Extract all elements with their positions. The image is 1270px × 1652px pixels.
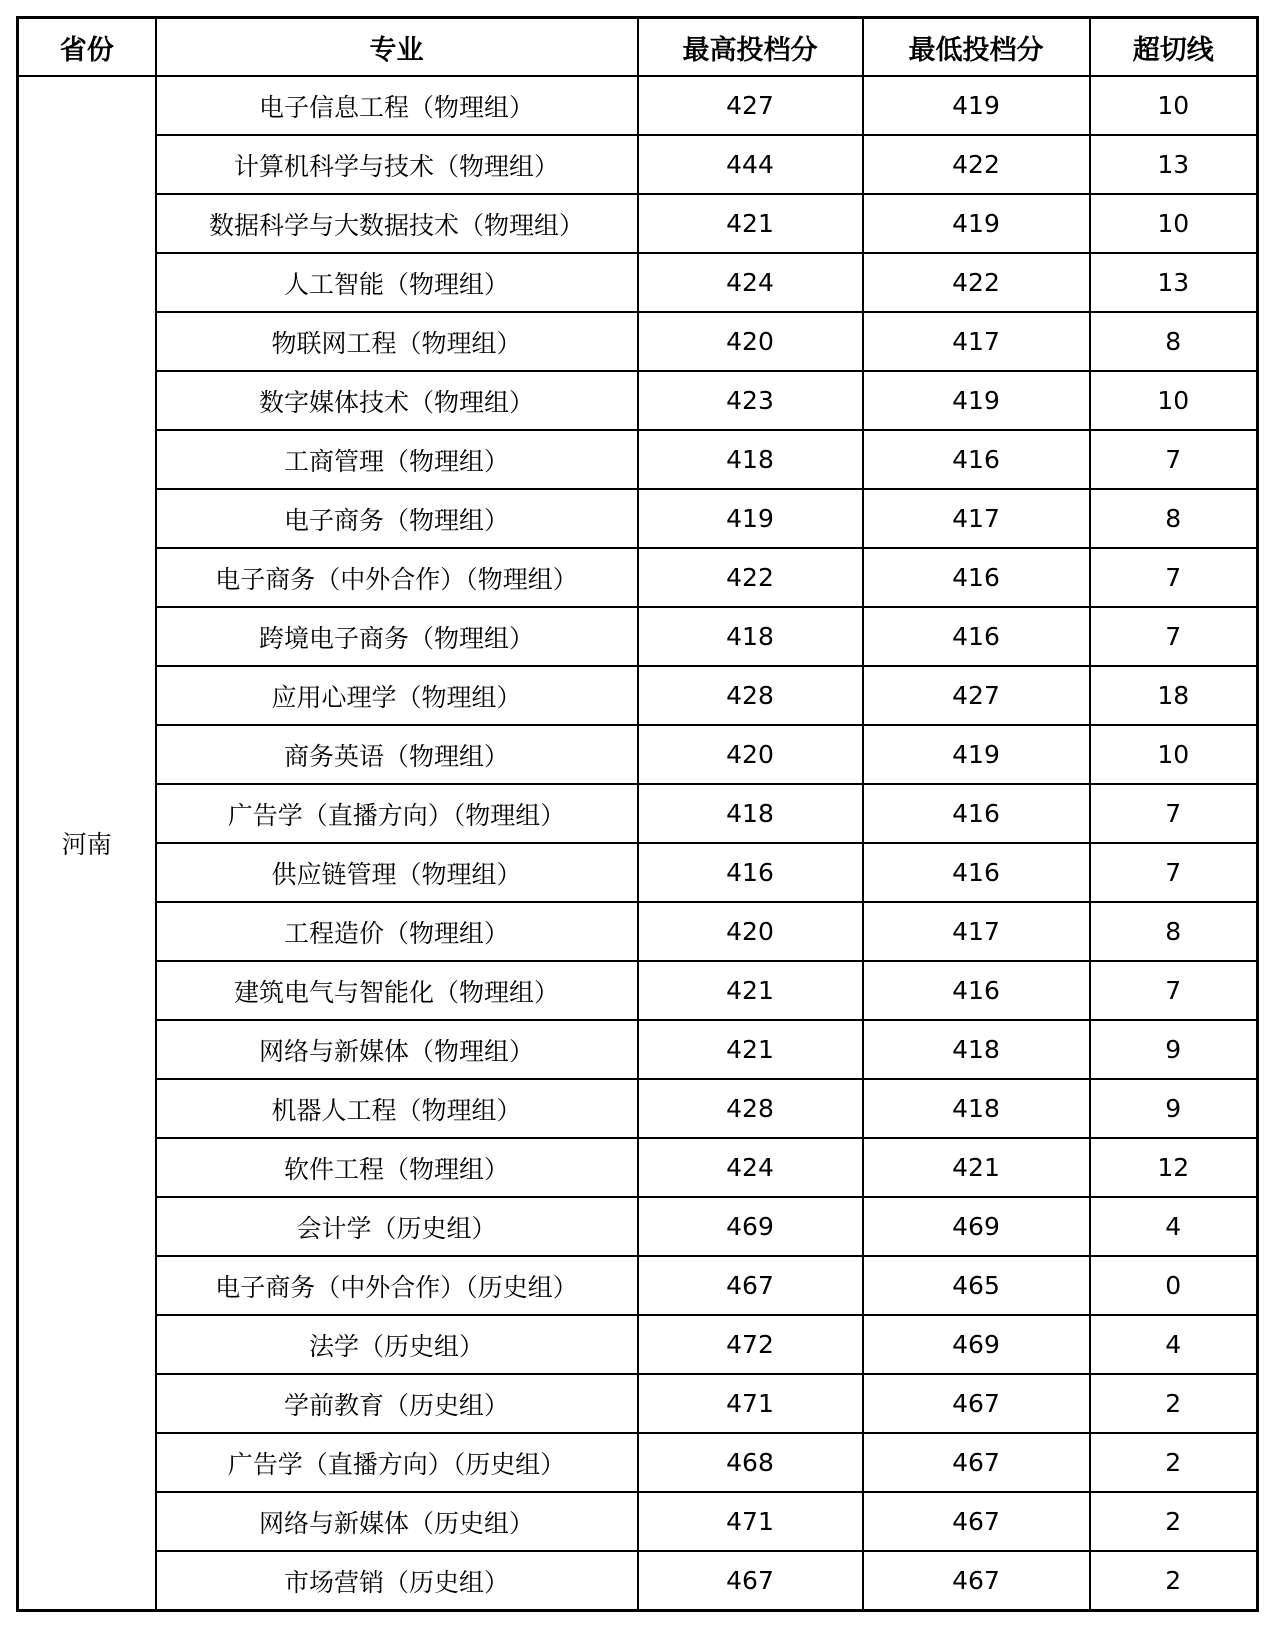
major-cell: 数字媒体技术（物理组） <box>156 371 638 430</box>
max-score-cell: 418 <box>638 430 863 489</box>
min-score-cell: 427 <box>863 666 1090 725</box>
over-line-cell: 7 <box>1090 961 1258 1020</box>
min-score-cell: 422 <box>863 253 1090 312</box>
header-row <box>18 18 1258 77</box>
over-line-cell: 7 <box>1090 548 1258 607</box>
table-row <box>18 371 1258 430</box>
header-province: 省份 <box>18 18 156 77</box>
min-score-cell: 467 <box>863 1492 1090 1551</box>
min-score-cell: 419 <box>863 194 1090 253</box>
over-line-cell: 10 <box>1090 194 1258 253</box>
max-score-cell: 420 <box>638 312 863 371</box>
max-score-cell: 468 <box>638 1433 863 1492</box>
major-cell: 电子信息工程（物理组） <box>156 76 638 135</box>
major-cell: 市场营销（历史组） <box>156 1551 638 1611</box>
major-cell: 物联网工程（物理组） <box>156 312 638 371</box>
major-cell: 法学（历史组） <box>156 1315 638 1374</box>
over-line-cell: 10 <box>1090 725 1258 784</box>
max-score-cell: 423 <box>638 371 863 430</box>
table-row <box>18 961 1258 1020</box>
max-score-cell: 467 <box>638 1551 863 1611</box>
max-score-cell: 469 <box>638 1197 863 1256</box>
table-row <box>18 430 1258 489</box>
min-score-cell: 416 <box>863 843 1090 902</box>
over-line-cell: 8 <box>1090 902 1258 961</box>
max-score-cell: 420 <box>638 902 863 961</box>
max-score-cell: 418 <box>638 784 863 843</box>
over-line-cell: 4 <box>1090 1197 1258 1256</box>
min-score-cell: 417 <box>863 902 1090 961</box>
max-score-cell: 424 <box>638 253 863 312</box>
table-row <box>18 666 1258 725</box>
over-line-cell: 7 <box>1090 784 1258 843</box>
over-line-cell: 0 <box>1090 1256 1258 1315</box>
min-score-cell: 419 <box>863 76 1090 135</box>
table-row <box>18 1256 1258 1315</box>
over-line-cell: 7 <box>1090 607 1258 666</box>
major-cell: 数据科学与大数据技术（物理组） <box>156 194 638 253</box>
table-row <box>18 1020 1258 1079</box>
major-cell: 会计学（历史组） <box>156 1197 638 1256</box>
max-score-cell: 419 <box>638 489 863 548</box>
table-row <box>18 725 1258 784</box>
major-cell: 广告学（直播方向）（历史组） <box>156 1433 638 1492</box>
max-score-cell: 444 <box>638 135 863 194</box>
table-row <box>18 1433 1258 1492</box>
major-cell: 工程造价（物理组） <box>156 902 638 961</box>
over-line-cell: 10 <box>1090 76 1258 135</box>
major-cell: 工商管理（物理组） <box>156 430 638 489</box>
major-cell: 广告学（直播方向）（物理组） <box>156 784 638 843</box>
major-cell: 商务英语（物理组） <box>156 725 638 784</box>
min-score-cell: 465 <box>863 1256 1090 1315</box>
over-line-cell: 9 <box>1090 1020 1258 1079</box>
table-row <box>18 135 1258 194</box>
min-score-cell: 418 <box>863 1020 1090 1079</box>
over-line-cell: 2 <box>1090 1551 1258 1611</box>
max-score-cell: 471 <box>638 1492 863 1551</box>
table-row <box>18 1374 1258 1433</box>
max-score-cell: 424 <box>638 1138 863 1197</box>
major-cell: 跨境电子商务（物理组） <box>156 607 638 666</box>
table-row <box>18 1315 1258 1374</box>
min-score-cell: 467 <box>863 1433 1090 1492</box>
major-cell: 机器人工程（物理组） <box>156 1079 638 1138</box>
max-score-cell: 428 <box>638 1079 863 1138</box>
major-cell: 电子商务（中外合作）（物理组） <box>156 548 638 607</box>
min-score-cell: 419 <box>863 725 1090 784</box>
table-row <box>18 784 1258 843</box>
over-line-cell: 2 <box>1090 1374 1258 1433</box>
major-cell: 应用心理学（物理组） <box>156 666 638 725</box>
max-score-cell: 421 <box>638 194 863 253</box>
major-cell: 软件工程（物理组） <box>156 1138 638 1197</box>
over-line-cell: 7 <box>1090 843 1258 902</box>
admission-scores-table <box>16 16 1259 1612</box>
major-cell: 学前教育（历史组） <box>156 1374 638 1433</box>
table-row <box>18 76 1258 135</box>
min-score-cell: 422 <box>863 135 1090 194</box>
min-score-cell: 417 <box>863 489 1090 548</box>
max-score-cell: 418 <box>638 607 863 666</box>
min-score-cell: 469 <box>863 1315 1090 1374</box>
over-line-cell: 13 <box>1090 253 1258 312</box>
min-score-cell: 469 <box>863 1197 1090 1256</box>
table-row <box>18 843 1258 902</box>
over-line-cell: 18 <box>1090 666 1258 725</box>
header-major: 专业 <box>156 18 638 77</box>
table-row <box>18 1492 1258 1551</box>
header-min-score: 最低投档分 <box>863 18 1090 77</box>
min-score-cell: 416 <box>863 961 1090 1020</box>
max-score-cell: 422 <box>638 548 863 607</box>
major-cell: 供应链管理（物理组） <box>156 843 638 902</box>
header-max-score: 最高投档分 <box>638 18 863 77</box>
major-cell: 建筑电气与智能化（物理组） <box>156 961 638 1020</box>
min-score-cell: 416 <box>863 430 1090 489</box>
major-cell: 网络与新媒体（物理组） <box>156 1020 638 1079</box>
table-row <box>18 1197 1258 1256</box>
min-score-cell: 419 <box>863 371 1090 430</box>
table-row <box>18 607 1258 666</box>
max-score-cell: 471 <box>638 1374 863 1433</box>
over-line-cell: 9 <box>1090 1079 1258 1138</box>
max-score-cell: 421 <box>638 961 863 1020</box>
min-score-cell: 467 <box>863 1551 1090 1611</box>
max-score-cell: 416 <box>638 843 863 902</box>
over-line-cell: 12 <box>1090 1138 1258 1197</box>
max-score-cell: 472 <box>638 1315 863 1374</box>
min-score-cell: 421 <box>863 1138 1090 1197</box>
table-row <box>18 1551 1258 1611</box>
over-line-cell: 8 <box>1090 489 1258 548</box>
header-over-line: 超切线 <box>1090 18 1258 77</box>
min-score-cell: 467 <box>863 1374 1090 1433</box>
max-score-cell: 427 <box>638 76 863 135</box>
over-line-cell: 2 <box>1090 1492 1258 1551</box>
over-line-cell: 7 <box>1090 430 1258 489</box>
table-row <box>18 489 1258 548</box>
table-row <box>18 1079 1258 1138</box>
major-cell: 计算机科学与技术（物理组） <box>156 135 638 194</box>
min-score-cell: 416 <box>863 548 1090 607</box>
over-line-cell: 4 <box>1090 1315 1258 1374</box>
min-score-cell: 418 <box>863 1079 1090 1138</box>
table-row <box>18 312 1258 371</box>
province-cell: 河南 <box>18 76 156 1611</box>
max-score-cell: 421 <box>638 1020 863 1079</box>
min-score-cell: 416 <box>863 784 1090 843</box>
table-row <box>18 194 1258 253</box>
over-line-cell: 2 <box>1090 1433 1258 1492</box>
major-cell: 电子商务（物理组） <box>156 489 638 548</box>
over-line-cell: 10 <box>1090 371 1258 430</box>
min-score-cell: 417 <box>863 312 1090 371</box>
over-line-cell: 13 <box>1090 135 1258 194</box>
major-cell: 网络与新媒体（历史组） <box>156 1492 638 1551</box>
max-score-cell: 420 <box>638 725 863 784</box>
table-row <box>18 548 1258 607</box>
max-score-cell: 428 <box>638 666 863 725</box>
table-row <box>18 902 1258 961</box>
over-line-cell: 8 <box>1090 312 1258 371</box>
min-score-cell: 416 <box>863 607 1090 666</box>
max-score-cell: 467 <box>638 1256 863 1315</box>
table-row <box>18 253 1258 312</box>
major-cell: 人工智能（物理组） <box>156 253 638 312</box>
major-cell: 电子商务（中外合作）（历史组） <box>156 1256 638 1315</box>
table-row <box>18 1138 1258 1197</box>
